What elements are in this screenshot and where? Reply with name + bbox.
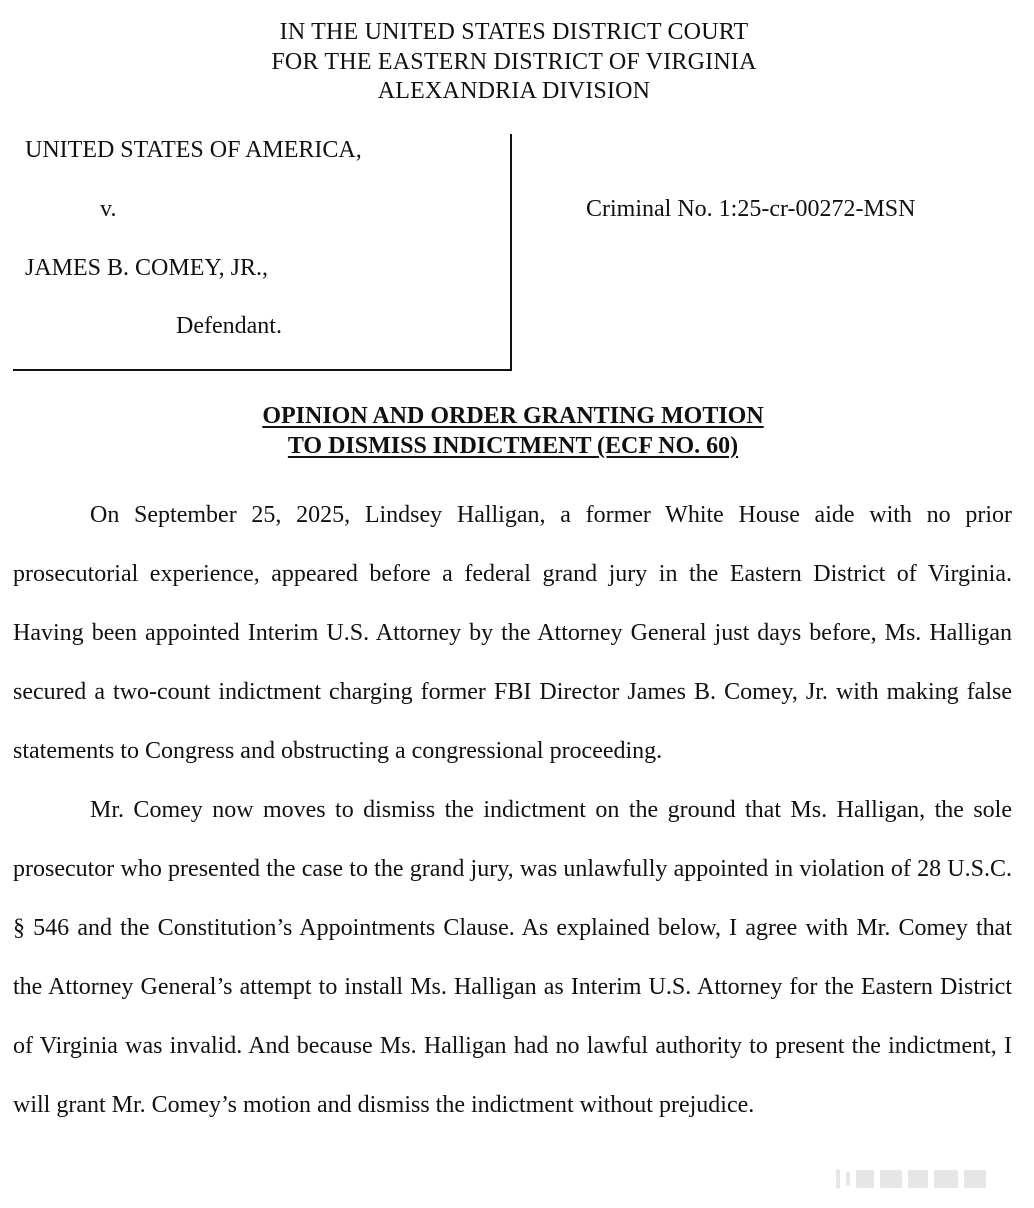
order-title-line-1: OPINION AND ORDER GRANTING MOTION: [262, 403, 764, 429]
watermark-logo: [836, 1166, 1026, 1192]
court-header: [0, 18, 1028, 107]
plaintiff-name: UNITED STATES OF AMERICA,: [25, 137, 362, 163]
court-division: ALEXANDRIA DIVISION: [377, 78, 651, 104]
case-caption-box: [13, 134, 512, 371]
opinion-body: [13, 486, 1012, 1135]
watermark-mark-6: [934, 1170, 958, 1188]
court-name: IN THE UNITED STATES DISTRICT COURT: [279, 19, 749, 45]
watermark-mark-2: [846, 1172, 850, 1186]
watermark-mark-7: [964, 1170, 986, 1188]
case-number: Criminal No. 1:25-cr-00272-MSN: [586, 196, 916, 222]
watermark-mark-3: [856, 1170, 874, 1188]
watermark-mark-5: [908, 1170, 928, 1188]
versus-label: v.: [100, 196, 117, 222]
opinion-paragraph-1: On September 25, 2025, Lindsey Halligan, a former White House aide with no prior prosecutorial experience, appeared before a federal grand jury in the Eastern District of Virginia. Having been appointed Interim U.S. Attorney by the Attorney General just days before, Ms. Halligan secured a two-count indictment charging former FBI Director James B. Comey, Jr. with making false statements to Congress and obstructing a congressional proceeding.: [13, 502, 1012, 764]
order-title: [0, 402, 1026, 461]
court-district: FOR THE EASTERN DISTRICT OF VIRGINIA: [271, 48, 757, 75]
order-title-line-2: TO DISMISS INDICTMENT (ECF NO. 60): [287, 432, 739, 459]
opinion-paragraph-2: Mr. Comey now moves to dismiss the indictment on the ground that Ms. Halligan, the sole prosecutor who presented the case to the grand jury, was unlawfully appointed in violation of 28 U.S.C. § 546 and the Constitution’s Appointments Clause. As explained below, I agree with Mr. Comey that the Attorney General’s attempt to install Ms. Halligan as Interim U.S. Attorney for the Eastern District of Virginia was invalid. And because Ms. Halligan had no lawful authority to present the indictment, I will grant Mr. Comey’s motion and dismiss the indictment without prejudice.: [13, 797, 1012, 1118]
watermark-mark-4: [880, 1170, 902, 1188]
defendant-role-label: Defendant.: [176, 313, 282, 339]
defendant-name: JAMES B. COMEY, JR.,: [25, 255, 268, 281]
watermark-mark-1: [836, 1169, 840, 1189]
